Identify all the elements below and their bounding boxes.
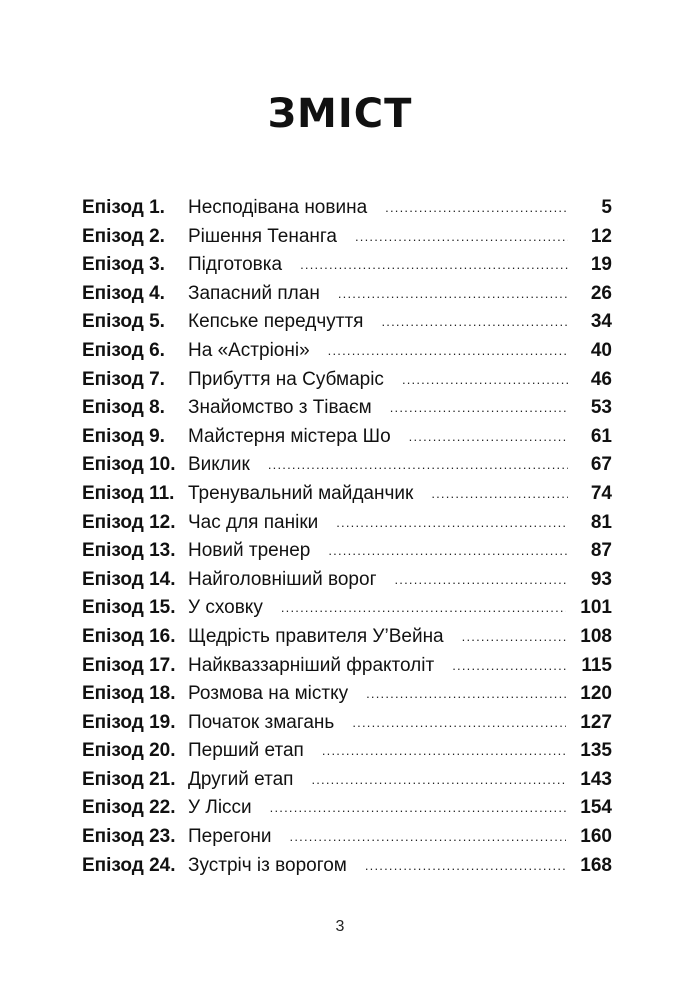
toc-page-number: 160	[580, 826, 612, 848]
toc-entry	[82, 509, 612, 538]
toc-dot-leader	[328, 337, 568, 366]
toc-entry-title: Час для паніки	[188, 511, 319, 533]
toc-episode-label: Епізод 11.	[82, 482, 175, 504]
toc-entry-title: Кепське передчуття	[188, 311, 364, 333]
toc-page-number: 26	[590, 282, 612, 304]
toc-entry	[82, 766, 612, 795]
toc-entry-title: Щедрість правителя У’Вейна	[188, 625, 444, 647]
toc-dot-leader	[281, 594, 566, 623]
toc-entry-title: Перегони	[188, 826, 272, 848]
toc-entry	[82, 737, 612, 766]
toc-episode-label: Епізод 13.	[82, 540, 176, 562]
toc-page-number: 127	[580, 711, 612, 733]
toc-entry-title: Прибуття на Субмаріс	[188, 368, 384, 390]
toc-episode-label: Епізод 2.	[82, 225, 165, 247]
toc-dot-leader	[409, 423, 568, 452]
toc-page-number: 135	[580, 740, 612, 762]
toc-episode-label: Епізод 9.	[82, 425, 165, 447]
toc-entry	[82, 223, 612, 252]
toc-page-number: 115	[581, 654, 612, 676]
toc-dot-leader	[322, 737, 566, 766]
toc-episode-label: Епізод 1.	[82, 197, 165, 218]
toc-entry-title: У сховку	[188, 597, 263, 619]
toc-page-number: 154	[580, 797, 612, 819]
toc-episode-label: Епізод 7.	[82, 368, 165, 390]
page-number: 3	[335, 918, 345, 935]
toc-episode-label: Епізод 6.	[82, 339, 165, 361]
toc-entry-title: Розмова на містку	[188, 683, 349, 705]
toc-dot-leader	[352, 709, 566, 738]
toc-entry-title: Знайомство з Тіваєм	[188, 397, 372, 419]
toc-page-number: 143	[580, 768, 612, 790]
toc-dot-leader	[431, 480, 568, 509]
toc-page-number: 67	[590, 454, 612, 476]
toc-page-number: 5	[601, 197, 612, 218]
toc-episode-label: Епізод 22.	[82, 797, 176, 819]
toc-episode-label: Епізод 16.	[82, 625, 176, 647]
toc-entry	[82, 794, 612, 823]
toc-episode-label: Епізод 4.	[82, 282, 165, 304]
toc-entry-title: У Лісси	[188, 797, 252, 819]
toc-entry	[82, 251, 612, 280]
toc-entry	[82, 280, 612, 309]
toc-page-number: 61	[590, 425, 612, 447]
toc-dot-leader	[336, 509, 568, 538]
toc-dot-leader	[452, 652, 567, 681]
toc-page-number: 40	[590, 339, 612, 361]
toc-entry	[82, 337, 612, 366]
toc-entry	[82, 537, 612, 566]
toc-dot-leader	[290, 823, 567, 852]
toc-page-number: 120	[580, 683, 612, 705]
toc-dot-leader	[385, 194, 568, 223]
toc-entry-title: Тренувальний майданчик	[188, 482, 414, 504]
toc-dot-leader	[462, 623, 567, 652]
toc-episode-label: Епізод 20.	[82, 740, 176, 762]
toc-page-number: 101	[580, 597, 612, 619]
toc-entry-title: Запасний план	[188, 282, 320, 304]
toc-entry	[82, 623, 612, 652]
toc-dot-leader	[338, 280, 568, 309]
toc-entry-title: Виклик	[188, 454, 250, 476]
toc-entry	[82, 366, 612, 395]
toc-entry-title: На «Астріоні»	[188, 339, 310, 361]
toc-entry-title: Зустріч із ворогом	[188, 854, 347, 876]
toc-dot-leader	[365, 852, 566, 881]
toc-entry	[82, 594, 612, 623]
toc-entry-title: Початок змагань	[188, 711, 335, 733]
toc-episode-label: Епізод 8.	[82, 397, 165, 419]
toc-page-number: 93	[590, 568, 612, 590]
toc-entry	[82, 394, 612, 423]
toc-episode-label: Епізод 19.	[82, 711, 176, 733]
toc-entry	[82, 566, 612, 595]
toc-page-number: 12	[590, 225, 612, 247]
toc-episode-label: Епізод 12.	[82, 511, 176, 533]
toc-dot-leader	[366, 680, 566, 709]
toc-entry-title: Найголовніший ворог	[188, 568, 377, 590]
toc-page-number: 46	[590, 368, 612, 390]
toc-page-number: 87	[590, 540, 612, 562]
toc-entry	[82, 852, 612, 881]
toc-episode-label: Епізод 5.	[82, 311, 165, 333]
page-title: ЗМІСТ	[267, 91, 413, 137]
toc-entry-title: Підготовка	[188, 254, 283, 276]
toc-entry-title: Другий етап	[188, 768, 294, 790]
toc-entry-title: Найкваззарніший фрактоліт	[188, 654, 435, 676]
toc-episode-label: Епізод 14.	[82, 568, 176, 590]
toc-page-number: 19	[590, 254, 612, 276]
toc-dot-leader	[270, 794, 567, 823]
toc-entry-title: Новий тренер	[188, 540, 311, 562]
toc-entry	[82, 709, 612, 738]
toc-episode-label: Епізод 17.	[82, 654, 176, 676]
toc-entry	[82, 451, 612, 480]
toc-dot-leader	[311, 766, 566, 795]
toc-entry	[82, 823, 612, 852]
toc-entry	[82, 423, 612, 452]
toc-entry-title: Майстерня містера Шо	[188, 425, 391, 447]
toc-entry	[82, 194, 612, 223]
toc-entry-title: Несподівана новина	[188, 197, 368, 218]
toc-episode-label: Епізод 3.	[82, 254, 165, 276]
toc-entry	[82, 680, 612, 709]
toc-episode-label: Епізод 24.	[82, 854, 176, 876]
toc-entry	[82, 652, 612, 681]
toc-entry	[82, 308, 612, 337]
toc-episode-label: Епізод 10.	[82, 454, 176, 476]
toc-page-number: 74	[590, 482, 612, 504]
toc-page-number: 108	[580, 625, 612, 647]
toc-dot-leader	[328, 537, 568, 566]
toc-dot-leader	[355, 223, 568, 252]
toc-entry-title: Перший етап	[188, 740, 304, 762]
toc-episode-label: Епізод 21.	[82, 768, 176, 790]
toc-entry	[82, 480, 612, 509]
toc-episode-label: Епізод 15.	[82, 597, 176, 619]
toc-dot-leader	[300, 251, 568, 280]
toc-page-number: 168	[580, 854, 612, 876]
toc-dot-leader	[390, 394, 568, 423]
toc-episode-label: Епізод 23.	[82, 826, 176, 848]
toc-entry-title: Рішення Тенанга	[188, 225, 337, 247]
toc-dot-leader	[402, 366, 568, 395]
toc-page-number: 81	[590, 511, 612, 533]
toc-dot-leader	[268, 451, 568, 480]
toc-dot-leader	[381, 308, 568, 337]
toc-episode-label: Епізод 18.	[82, 683, 176, 705]
toc-page-number: 34	[590, 311, 612, 333]
toc-page-number: 53	[590, 397, 612, 419]
table-of-contents	[82, 194, 612, 880]
toc-dot-leader	[395, 566, 569, 595]
